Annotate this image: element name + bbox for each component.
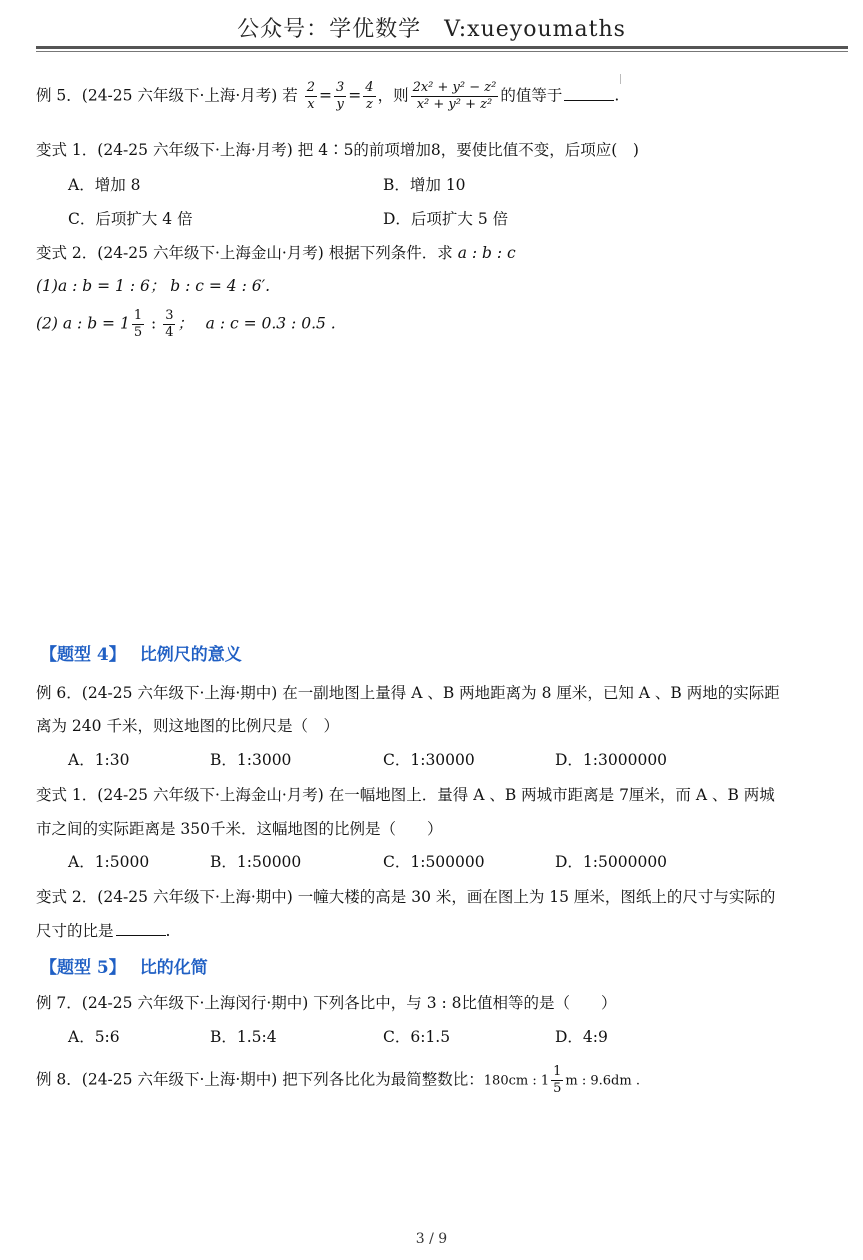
period: . (614, 86, 620, 105)
example-5-suffix: 的值等于 (500, 86, 563, 105)
example-7-option-a[interactable]: A．5:6 (68, 1028, 120, 1046)
example-7-stem: 例 7．(24-25 六年级下·上海闵行·期中) 下列各比中，与 3 : 8比值相等的是（ ） (36, 994, 617, 1012)
variant-1-option-b[interactable]: B．增加 10 (383, 176, 466, 194)
fraction-numerator: 4 (365, 80, 374, 95)
answer-blank[interactable] (116, 921, 166, 936)
fraction-denominator: 4 (165, 325, 174, 340)
topic-4-variant-2-line-2-text: 尺寸的比是 (36, 922, 114, 940)
equals-sign: = (348, 86, 362, 105)
variant-1-stem: 变式 1．(24-25 六年级下·上海·月考) 把 4∶5的前项增加8，要使比值不变，后项应( ) (36, 141, 639, 159)
example-5-then: ，则 (377, 86, 409, 105)
page-number: 3 / 9 (415, 1231, 448, 1247)
fraction-4-over-z (363, 80, 375, 113)
fraction-3-over-4 (163, 308, 175, 341)
example-6-option-b[interactable]: B．1:3000 (210, 751, 292, 769)
topic-4-tag: 【题型 4】 (40, 645, 126, 665)
fraction-numerator: 2 (306, 80, 315, 95)
example-8-ratio-end: m : 9.6dm . (565, 1073, 640, 1089)
variant-2-part-2 (36, 308, 336, 341)
example-6-option-c[interactable]: C．1:30000 (383, 751, 475, 769)
topic-4-variant-2-line-1: 变式 2．(24-25 六年级下·上海·期中) 一幢大楼的高是 30 米，画在图上为 15 厘米，图纸上的尺寸与实际的 (36, 888, 776, 906)
example-8 (36, 1064, 640, 1097)
example-6-option-a[interactable]: A．1:30 (68, 751, 130, 769)
variant-1-option-a[interactable]: A．增加 8 (68, 176, 141, 194)
example-7-option-b[interactable]: B．1.5:4 (210, 1028, 277, 1046)
fraction-numerator: 3 (336, 80, 345, 95)
part-2-ratio-end: ； a : c = 0.3 : 0.5 . (177, 314, 336, 333)
topic-4-variant-1-option-b[interactable]: B．1:50000 (210, 853, 302, 871)
period: . (165, 922, 171, 940)
topic-4-variant-1-line-2: 市之间的实际距离是 350千米．这幅地图的比例是（ ） (36, 820, 443, 838)
answer-blank[interactable] (564, 86, 614, 101)
fraction-denominator: 5 (553, 1081, 562, 1096)
example-8-stem: 例 8．(24-25 六年级下·上海·期中) 把下列各比化为最简整数比： (36, 1070, 484, 1089)
fraction-1-over-5 (551, 1064, 563, 1097)
topic-5-name: 比的化简 (139, 958, 208, 978)
fraction-denominator: z (365, 97, 373, 112)
example-5-prefix: 例 5．(24-25 六年级下·上海·月考) 若 (36, 86, 298, 105)
fraction-numerator: 2x² + y² − z² (412, 80, 497, 95)
example-5 (36, 80, 619, 113)
fraction-denominator: x² + y² + z² (416, 97, 493, 112)
fraction-expression (411, 80, 499, 113)
header-divider-thin (36, 51, 848, 52)
part-2-ratio-start: (2) a : b = 1 (36, 314, 130, 333)
fraction-numerator: 1 (133, 308, 143, 323)
example-6-line-2: 离为 240 千米，则这地图的比例尺是（ ） (36, 717, 339, 735)
fraction-1-over-5 (132, 308, 144, 341)
variant-2-stem-math: a : b : c (457, 244, 516, 262)
header-divider (36, 46, 848, 49)
fraction-2-over-x (305, 80, 317, 113)
fraction-3-over-y (334, 80, 346, 113)
ratio-colon: : (146, 314, 162, 333)
topic-5-heading (40, 953, 208, 978)
page-header-title: 公众号：学优数学 V:xueyoumaths (237, 17, 626, 42)
topic-4-variant-1-line-1: 变式 1．(24-25 六年级下·上海金山·月考) 在一幅地图上．量得 A 、B 两城市距离是 7厘米，而 A 、B 两城 (36, 786, 775, 804)
topic-5-tag: 【题型 5】 (40, 958, 126, 978)
topic-4-variant-2-line-2 (36, 919, 170, 941)
fraction-denominator: x (307, 97, 315, 112)
fraction-numerator: 3 (165, 308, 174, 323)
variant-2-part-1: (1)a : b = 1 : 6； b : c = 4 : 6′. (36, 277, 271, 295)
example-6-line-1: 例 6．(24-25 六年级下·上海·期中) 在一副地图上量得 A 、B 两地距离为 8 厘米，已知 A 、B 两地的实际距 (36, 684, 780, 702)
topic-4-variant-1-option-d[interactable]: D．1:5000000 (555, 853, 668, 871)
example-6-option-d[interactable]: D．1:3000000 (555, 751, 668, 769)
fraction-denominator: 5 (133, 325, 143, 340)
fraction-numerator: 1 (553, 1064, 562, 1079)
example-7-option-d[interactable]: D．4:9 (555, 1028, 608, 1046)
fraction-denominator: y (336, 97, 344, 112)
variant-2-stem-text: 变式 2．(24-25 六年级下·上海金山·月考) 根据下列条件．求 (36, 244, 453, 262)
variant-2-stem (36, 241, 516, 263)
topic-4-heading (40, 640, 242, 665)
variant-1-option-c[interactable]: C．后项扩大 4 倍 (68, 210, 193, 228)
equals-sign: = (319, 86, 332, 105)
topic-4-name: 比例尺的意义 (139, 645, 242, 665)
scan-mark (620, 74, 621, 84)
example-7-option-c[interactable]: C．6:1.5 (383, 1028, 451, 1046)
topic-4-variant-1-option-a[interactable]: A．1:5000 (68, 853, 150, 871)
variant-1-option-d[interactable]: D．后项扩大 5 倍 (383, 210, 509, 228)
example-8-ratio-start: 180cm : 1 (483, 1073, 550, 1089)
topic-4-variant-1-option-c[interactable]: C．1:500000 (383, 853, 485, 871)
